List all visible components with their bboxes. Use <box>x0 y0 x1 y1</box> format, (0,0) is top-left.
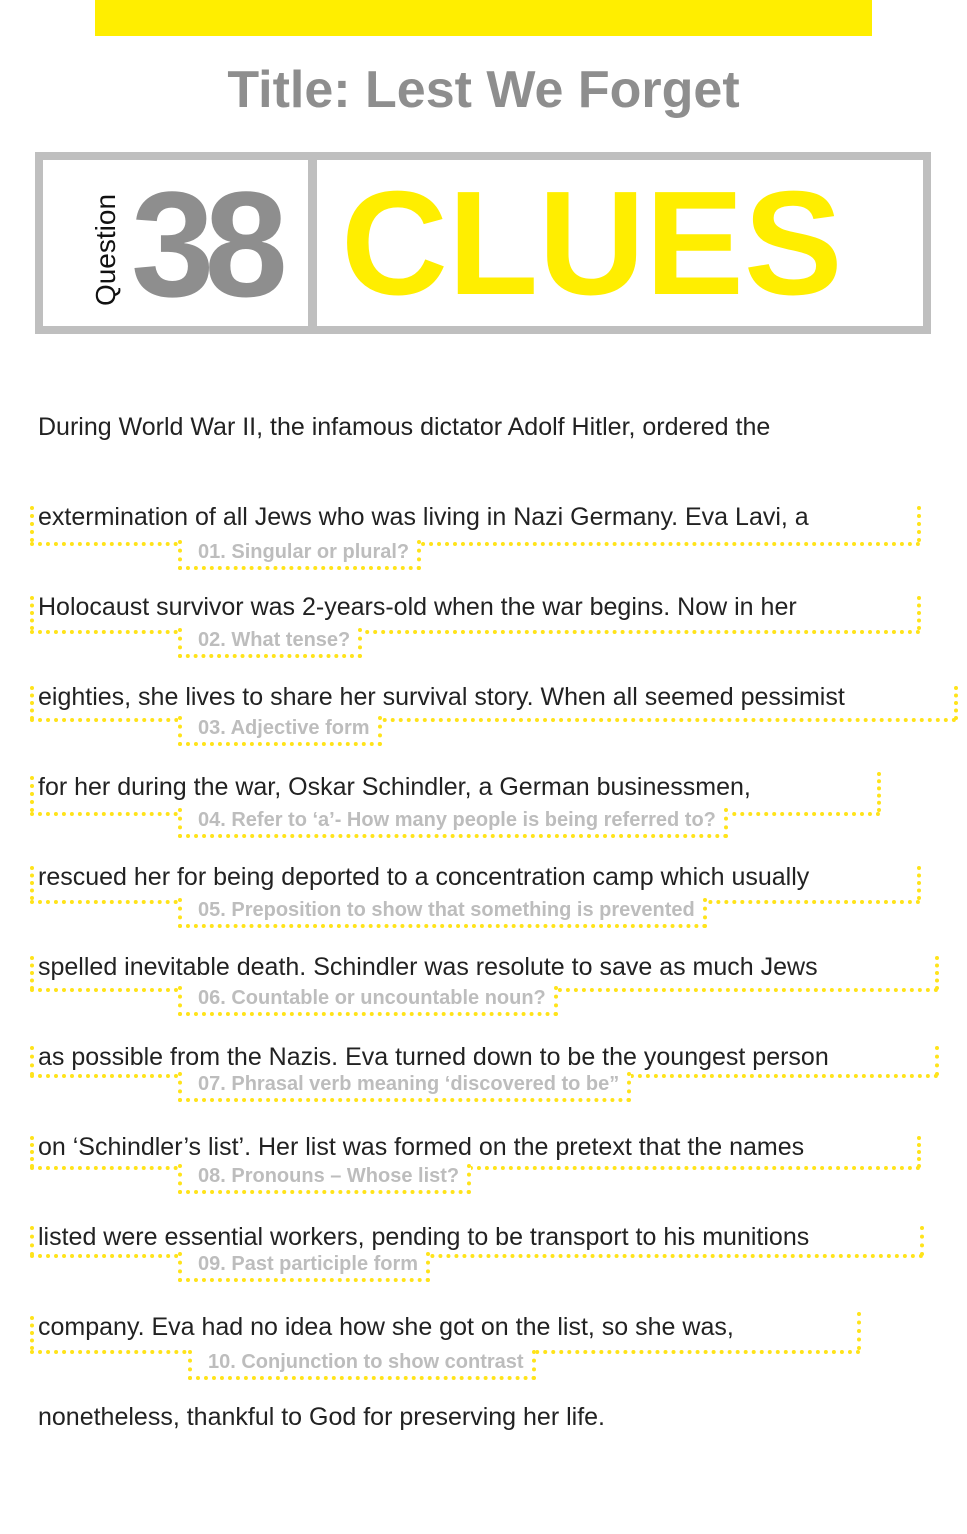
passage-line: rescued her for being deported to a concentration camp which usually <box>38 863 810 891</box>
clue-04: 04. Refer to ‘a’- How many people is being referred to? <box>178 808 728 838</box>
clue-09: 09. Past participle form <box>178 1252 430 1282</box>
top-accent-bar <box>95 0 872 36</box>
clue-bracket-left <box>30 686 34 720</box>
passage-line: Holocaust survivor was 2-years-old when the war begins. Now in her <box>38 593 797 621</box>
clue-10: 10. Conjunction to show contrast <box>188 1350 536 1380</box>
clue-bracket-right <box>857 1312 861 1350</box>
clue-bracket-right <box>917 866 921 900</box>
question-label: Question <box>90 193 121 307</box>
clue-03: 03. Adjective form <box>178 716 382 746</box>
passage-line: eighties, she lives to share her survival story. When all seemed pessimist <box>38 683 845 711</box>
clue-08: 08. Pronouns – Whose list? <box>178 1164 471 1194</box>
clue-bracket-right <box>917 506 921 542</box>
clue-bracket-right <box>920 1226 924 1256</box>
clue-underline <box>30 1254 924 1258</box>
passage-line: as possible from the Nazis. Eva turned down to be the youngest person <box>38 1043 829 1071</box>
clue-bracket-left <box>30 1046 34 1076</box>
clue-01: 01. Singular or plural? <box>178 540 421 570</box>
clue-05: 05. Preposition to show that something is prevented <box>178 898 707 928</box>
passage-line: During World War II, the infamous dictator Adolf Hitler, ordered the <box>38 413 771 441</box>
clue-underline <box>30 630 921 634</box>
clue-06: 06. Countable or uncountable noun? <box>178 986 558 1016</box>
clue-bracket-right <box>954 686 958 720</box>
clue-bracket-left <box>30 776 34 812</box>
question-number: 38 <box>131 160 278 328</box>
passage-line: for her during the war, Oskar Schindler, a German businessmen, <box>38 773 751 801</box>
header-divider <box>308 160 317 326</box>
page-title: Title: Lest We Forget <box>227 61 740 119</box>
clues-heading: CLUES <box>341 161 843 326</box>
clue-bracket-right <box>877 772 881 812</box>
clue-bracket-right <box>917 1136 921 1168</box>
clue-underline <box>30 542 921 546</box>
clue-bracket-left <box>30 1316 34 1350</box>
clue-bracket-right <box>935 1046 939 1076</box>
question-header-box <box>35 152 931 334</box>
clue-bracket-left <box>30 956 34 990</box>
clue-underline <box>30 718 957 722</box>
clue-bracket-left <box>30 866 34 900</box>
passage-line: nonetheless, thankful to God for preserving her life. <box>38 1403 605 1431</box>
passage-line: extermination of all Jews who was living in Nazi Germany. Eva Lavi, a <box>38 503 809 531</box>
passage-line: spelled inevitable death. Schindler was resolute to save as much Jews <box>38 953 818 981</box>
clue-07: 07. Phrasal verb meaning ‘discovered to be” <box>178 1072 631 1102</box>
clue-02: 02. What tense? <box>178 628 362 658</box>
clue-underline <box>30 1166 921 1170</box>
clue-bracket-left <box>30 1136 34 1168</box>
clue-bracket-left <box>30 596 34 630</box>
passage-line: company. Eva had no idea how she got on the list, so she was, <box>38 1313 734 1341</box>
passage-line: on ‘Schindler’s list’. Her list was formed on the pretext that the names <box>38 1133 805 1161</box>
clue-bracket-left <box>30 506 34 542</box>
clue-bracket-left <box>30 1226 34 1256</box>
clue-bracket-right <box>935 956 939 990</box>
clue-bracket-right <box>917 596 921 630</box>
passage-line: listed were essential workers, pending to be transport to his munitions <box>38 1223 810 1251</box>
